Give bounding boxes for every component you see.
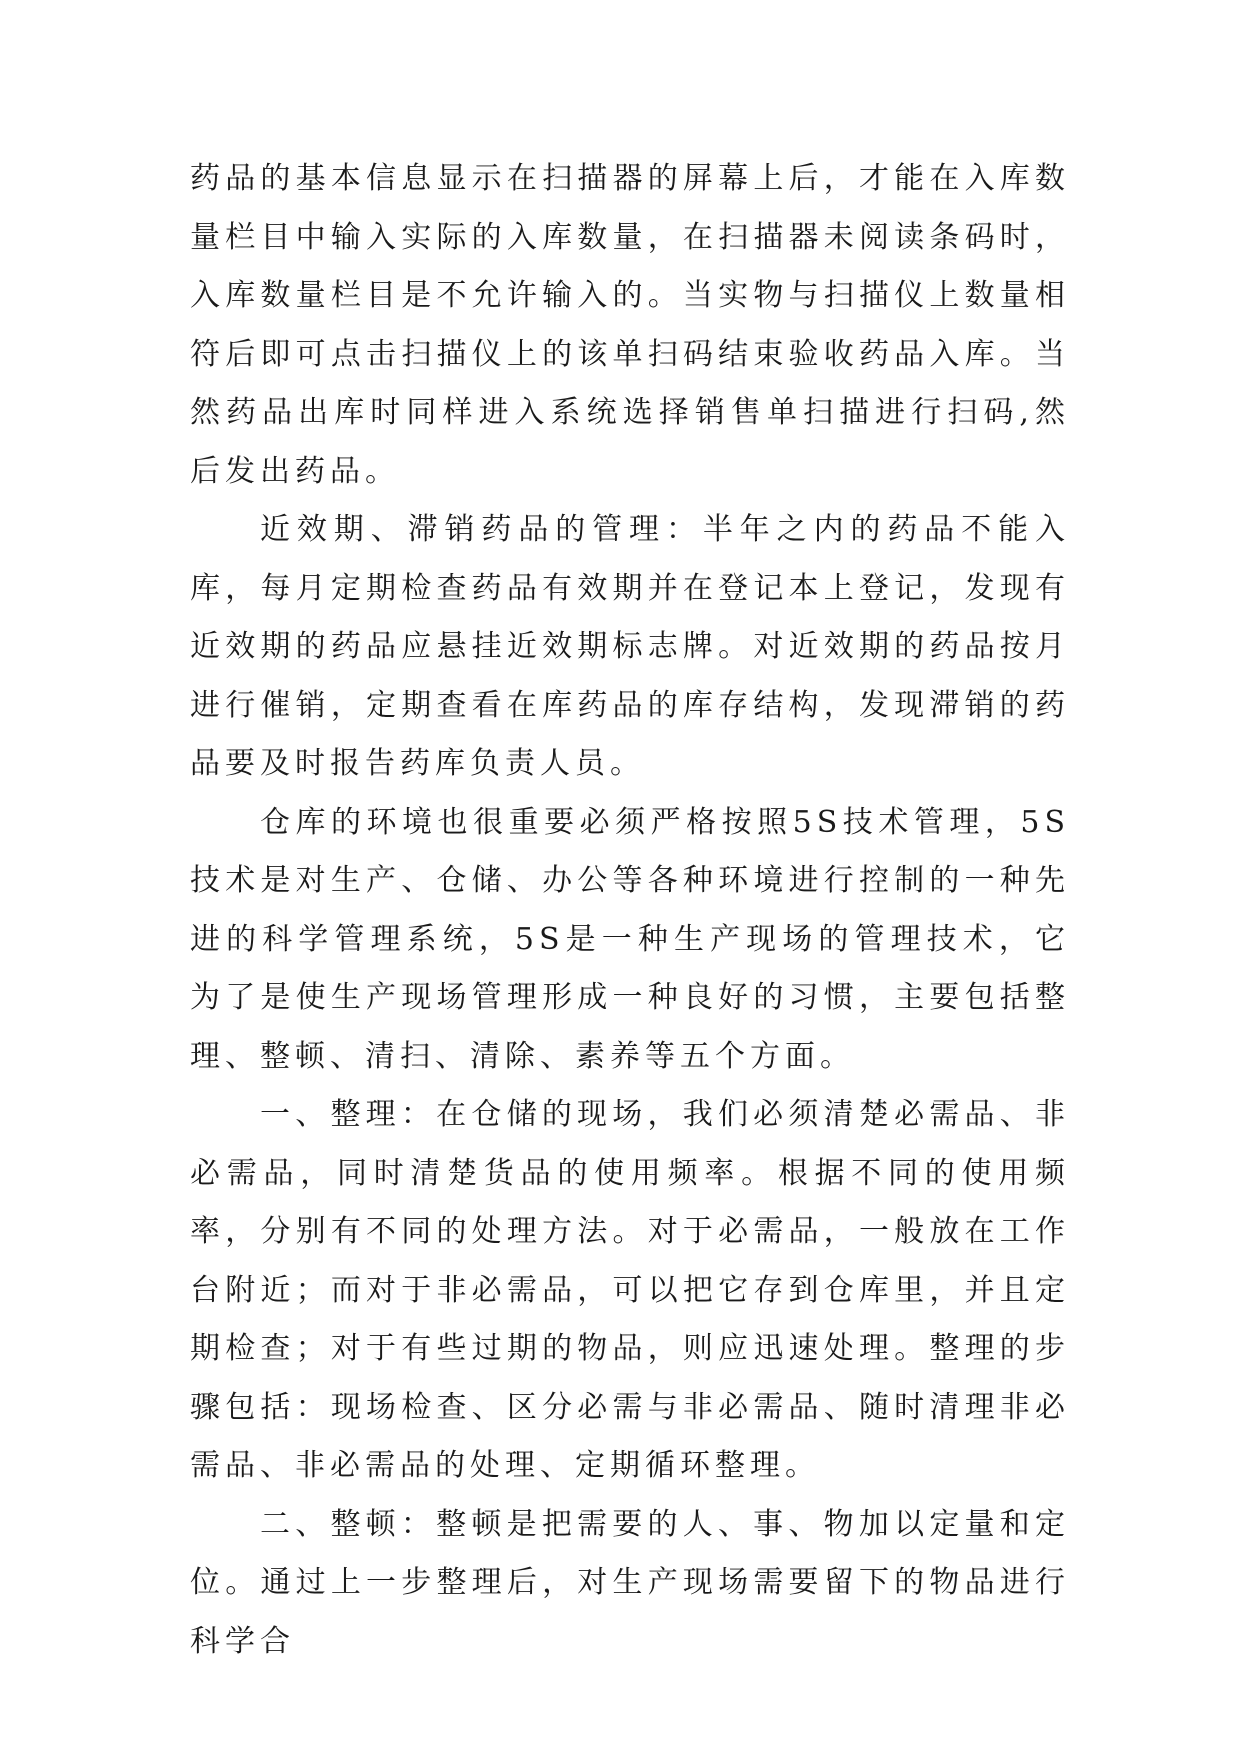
- paragraph-5: 二、整顿：整顿是把需要的人、事、物加以定量和定位。通过上一步整理后，对生产现场需要留下的物品进行科学合: [190, 1506, 1070, 1659]
- paragraph-1: 药品的基本信息显示在扫描器的屏幕上后，才能在入库数量栏目中输入实际的入库数量，在扫描器未阅读条码时，入库数量栏目是不允许输入的。当实物与扫描仪上数量相符后即可点击扫描仪上的该单扫码结束验收药品入库。当然药品出库时同样进入系统选择销售单扫描进行扫码,然后发出药品。: [190, 161, 1070, 489]
- paragraph-2: 近效期、滞销药品的管理：半年之内的药品不能入库，每月定期检查药品有效期并在登记本上登记，发现有近效期的药品应悬挂近效期标志牌。对近效期的药品按月进行催销，定期查看在库药品的库存结构，发现滞销的药品要及时报告药库负责人员。: [190, 512, 1070, 781]
- paragraph-4: 一、整理：在仓储的现场，我们必须清楚必需品、非必需品，同时清楚货品的使用频率。根据不同的使用频率，分别有不同的处理方法。对于必需品，一般放在工作台附近；而对于非必需品，可以把它存到仓库里，并且定期检查；对于有些过期的物品，则应迅速处理。整理的步骤包括：现场检查、区分必需与非必需品、随时清理非必需品、非必需品的处理、定期循环整理。: [190, 1097, 1070, 1483]
- document-page: [190, 150, 1070, 1671]
- paragraph-3: 仓库的环境也很重要必须严格按照5S技术管理，5S技术是对生产、仓储、办公等各种环境进行控制的一种先进的科学管理系统，5S是一种生产现场的管理技术，它为了是使生产现场管理形成一种良好的习惯，主要包括整理、整顿、清扫、清除、素养等五个方面。: [190, 804, 1070, 1074]
